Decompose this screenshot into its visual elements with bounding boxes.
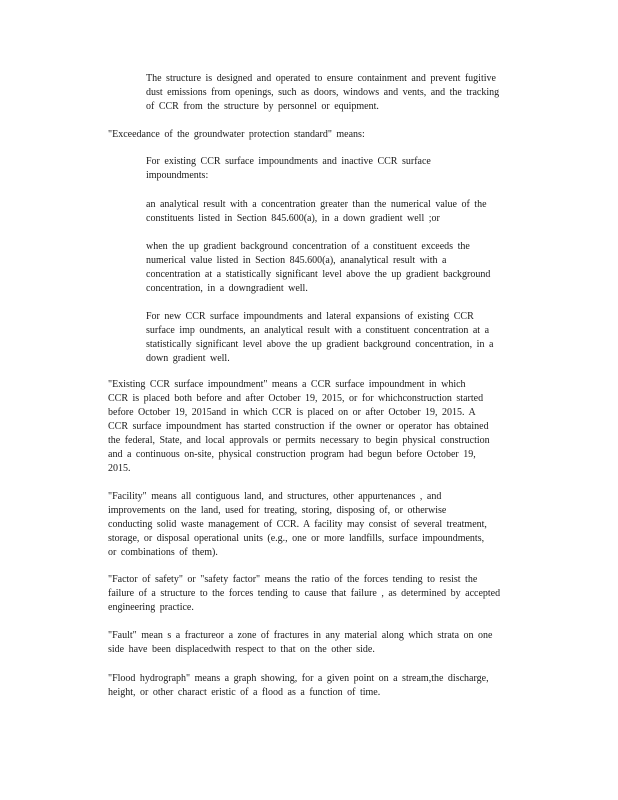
text-line: constituents listed in Section 845.600(a), in a down gradient well ;or bbox=[146, 213, 440, 224]
text-line: "Exceedance of the groundwater protection standard" means: bbox=[108, 129, 365, 140]
text-line: an analytical result with a concentration greater than the numerical value of the bbox=[146, 199, 487, 210]
text-line: before October 19, 2015and in which CCR is placed on or after October 19, 2015. A bbox=[108, 407, 476, 418]
text-line: The structure is designed and operated to ensure containment and prevent fugitive bbox=[146, 73, 496, 84]
text-line: engineering practice. bbox=[108, 602, 194, 613]
paragraph-analytical-result bbox=[146, 198, 536, 226]
text-line: CCR surface impoundment has started construction if the owner or operator has obtained bbox=[108, 421, 489, 432]
text-line: conducting solid waste management of CCR. A facility may consist of several treatment, bbox=[108, 519, 487, 530]
paragraph-existing-impoundment-def bbox=[108, 378, 536, 476]
text-line: CCR is placed both before and after October 19, 2015, or for whichconstruction started bbox=[108, 393, 484, 404]
text-line: 2015. bbox=[108, 463, 131, 474]
text-line: For new CCR surface impoundments and lateral expansions of existing CCR bbox=[146, 311, 474, 322]
text-line: of CCR from the structure by personnel or equipment. bbox=[146, 101, 379, 112]
text-line: "Fault" mean s a fractureor a zone of fractures in any material along which strata on one bbox=[108, 630, 493, 641]
paragraph-factor-of-safety-def bbox=[108, 573, 536, 615]
text-line: the federal, State, and local approvals or permits necessary to begin physical construction bbox=[108, 435, 490, 446]
paragraph-flood-hydrograph-def bbox=[108, 672, 536, 700]
text-line: side have been displacedwith respect to that on the other side. bbox=[108, 644, 375, 655]
text-line: failure of a structure to the forces tending to cause that failure , as determined by accepted bbox=[108, 588, 501, 599]
text-line: height, or other charact eristic of a flood as a function of time. bbox=[108, 687, 381, 698]
text-line: "Factor of safety" or "safety factor" means the ratio of the forces tending to resist the bbox=[108, 574, 478, 585]
text-line: For existing CCR surface impoundments and inactive CCR surface bbox=[146, 156, 431, 167]
text-line: improvements on the land, used for treating, storing, disposing of, or otherwise bbox=[108, 505, 447, 516]
paragraph-up-gradient bbox=[146, 240, 536, 296]
paragraph-existing-ccr-intro bbox=[146, 155, 536, 183]
text-line: statistically significant level above the up gradient background concentration, in a bbox=[146, 339, 494, 350]
text-line: storage, or disposal operational units (e.g., one or more landfills, surface impoundments, bbox=[108, 533, 485, 544]
text-line: "Flood hydrograph" means a graph showing, for a given point on a stream,the discharge, bbox=[108, 673, 489, 684]
paragraph-fault-def bbox=[108, 629, 536, 657]
paragraph-exceedance-heading bbox=[108, 128, 536, 142]
text-line: impoundments: bbox=[146, 170, 209, 181]
text-line: dust emissions from openings, such as doors, windows and vents, and the tracking bbox=[146, 87, 500, 98]
text-line: and a continuous on-site, physical construction program had begun before October 19, bbox=[108, 449, 476, 460]
text-line: concentration at a statistically significant level above the up gradient background bbox=[146, 269, 491, 280]
paragraph-structure-designed bbox=[146, 72, 536, 114]
text-line: "Facility" means all contiguous land, and structures, other appurtenances , and bbox=[108, 491, 442, 502]
text-line: down gradient well. bbox=[146, 353, 230, 364]
text-line: numerical value listed in Section 845.600(a), ananalytical result with a bbox=[146, 255, 447, 266]
text-line: concentration, in a downgradient well. bbox=[146, 283, 308, 294]
paragraph-new-ccr bbox=[146, 310, 536, 366]
text-line: surface imp oundments, an analytical result with a constituent concentration at a bbox=[146, 325, 490, 336]
text-line: when the up gradient background concentration of a constituent exceeds the bbox=[146, 241, 470, 252]
paragraph-facility-def bbox=[108, 490, 536, 560]
text-line: "Existing CCR surface impoundment" means a CCR surface impoundment in which bbox=[108, 379, 466, 390]
text-line: or combinations of them). bbox=[108, 547, 218, 558]
